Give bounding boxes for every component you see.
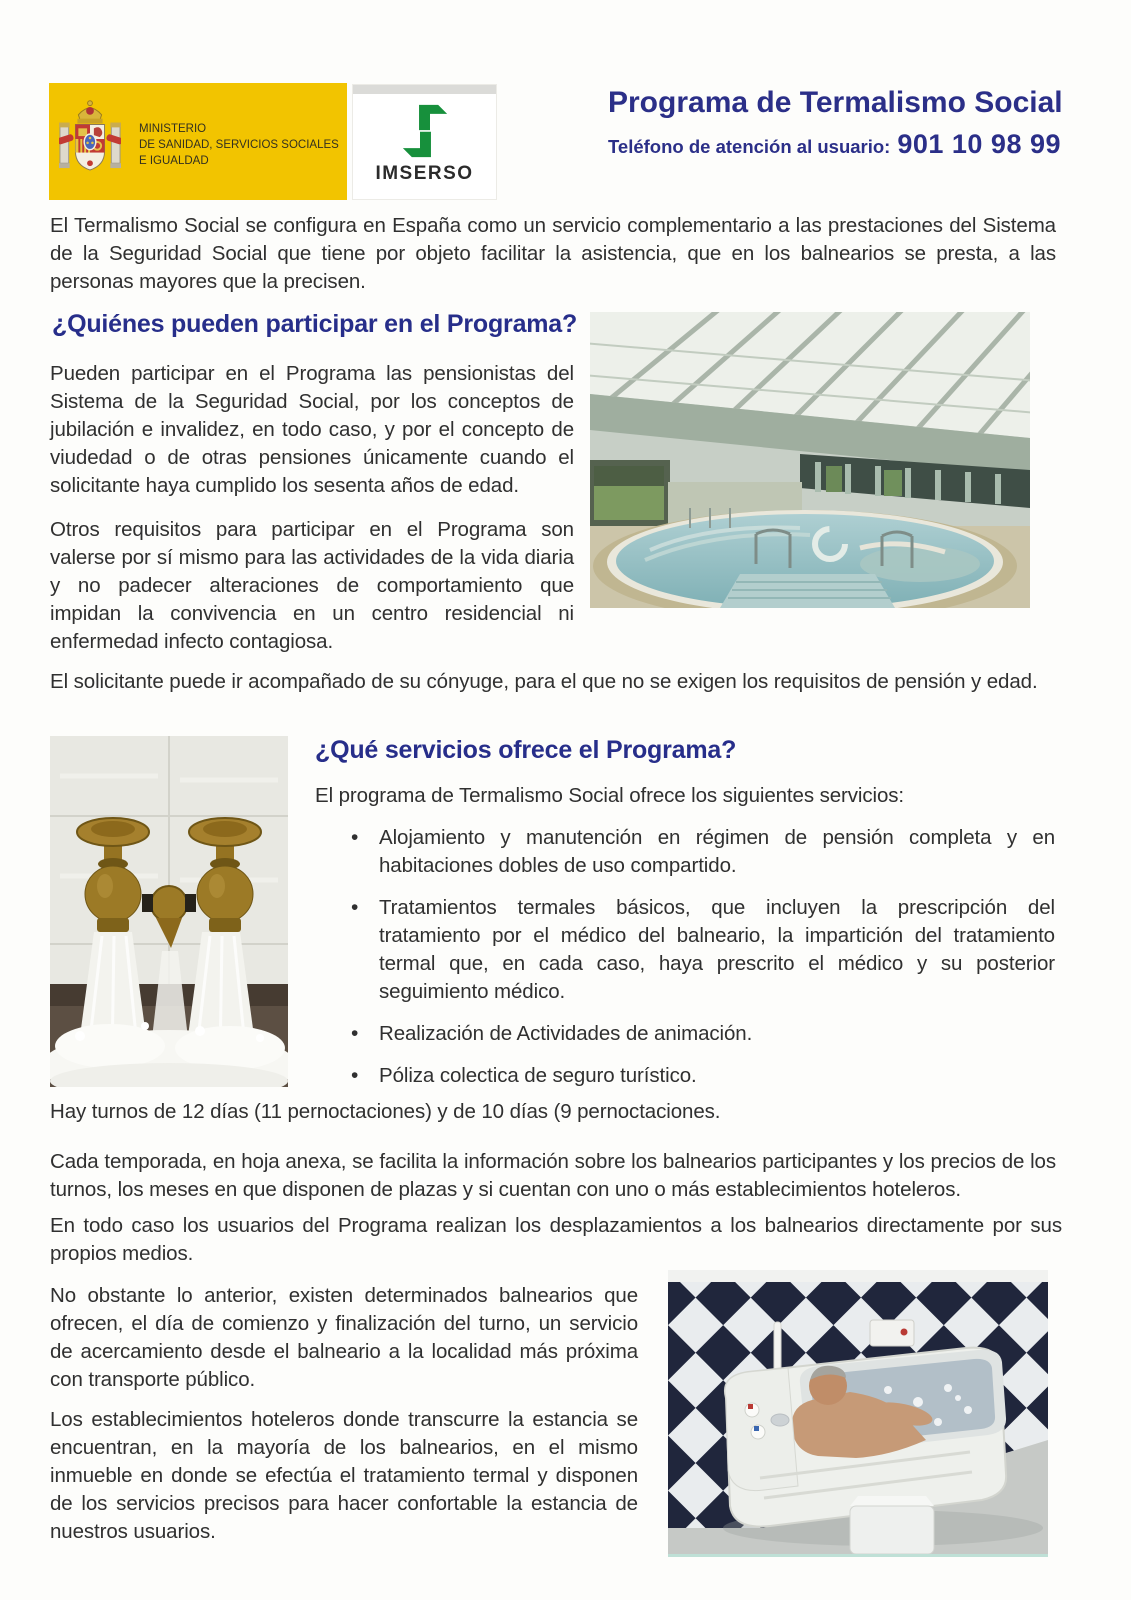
ministry-logo-box — [49, 83, 347, 200]
hoteleros-paragraph: Los establecimientos hoteleros donde transcurre la estancia se encuentran, en la mayoría de los balnearios, en el mismo inmueble en donde se efectúa el tratamiento termal y disponen de los servicios precisos para hacer confortable la estancia de nuestros usuarios. — [50, 1408, 638, 1543]
phone-number: 901 10 98 99 — [897, 129, 1061, 159]
hydrotherapy-bathtub-photo — [668, 1270, 1048, 1557]
participants-heading: ¿Quiénes pueden participar en el Programa? — [52, 310, 578, 338]
participants-paragraph-1: Pueden participar en el Programa las pensionistas del Sistema de la Seguridad Social, por los conceptos de jubilación e invalidez, en todo caso, y por el concepto de viudedad o de otras pensiones únicamente cuando el solicitante haya cumplido los sesenta años de edad. — [50, 362, 574, 497]
ministry-name-line3: E IGUALDAD — [139, 155, 209, 167]
participants-paragraph-2: Otros requisitos para participar en el Programa son valerse por sí mismo para las actividades de la vida diaria y no padecer alteraciones de comportamiento que impidan la convivencia en un centro residencial ni enfermedad infecto contagiosa. — [50, 518, 574, 653]
imserso-logo-box — [352, 84, 497, 200]
phone-label: Teléfono de atención al usuario: — [608, 136, 891, 157]
ministry-name — [139, 121, 339, 169]
ministry-name-line1: MINISTERIO — [139, 123, 207, 135]
service-item-poliza: • Póliza colectica de seguro turístico. — [315, 1062, 1055, 1090]
services-bullet-list — [315, 824, 1055, 1104]
intro-paragraph: El Termalismo Social se configura en España como un servicio complementario a las prestaciones del Sistema de la Seguridad Social que tiene por objeto facilitar la asistencia, que en los balnearios se presta, a las personas mayores que la precisen. — [50, 214, 1056, 293]
services-intro: El programa de Termalismo Social ofrece los siguientes servicios: — [315, 784, 905, 807]
desplazamientos-paragraph: En todo caso los usuarios del Programa realizan los desplazamientos a los balnearios directamente por sus propios medios. — [50, 1214, 1062, 1265]
header-title-block — [608, 84, 1078, 160]
service-item-alojamiento: • Alojamiento y manutención en régimen de pensión completa y en habitaciones dobles de uso compartido. — [315, 824, 1055, 880]
thermal-spring-faucet-photo — [50, 736, 288, 1087]
phone-line — [608, 129, 1078, 160]
ministry-name-line2: DE SANIDAD, SERVICIOS SOCIALES — [139, 139, 339, 151]
spain-coat-of-arms-icon — [59, 99, 121, 184]
participants-paragraph-3: El solicitante puede ir acompañado de su cónyuge, para el que no se exigen los requisitos de pensión y edad. — [50, 670, 1038, 693]
imserso-logo-icon — [353, 103, 496, 164]
turnos-paragraph: Hay turnos de 12 días (11 pernoctaciones) y de 10 días (9 pernoctaciones. — [50, 1100, 721, 1123]
service-item-animacion: • Realización de Actividades de animación. — [315, 1020, 1055, 1048]
temporada-paragraph: Cada temporada, en hoja anexa, se facilita la información sobre los balnearios participantes y los precios de los turnos, los meses en que disponen de plazas y si cuentan con uno o más establecimientos hoteleros. — [50, 1150, 1056, 1201]
imserso-box-top-strip — [353, 85, 496, 94]
thermal-pool-photo — [590, 312, 1030, 608]
page-title: Programa de Termalismo Social — [608, 86, 1063, 119]
imserso-label: IMSERSO — [375, 163, 474, 184]
services-heading: ¿Qué servicios ofrece el Programa? — [315, 736, 737, 764]
acercamiento-paragraph: No obstante lo anterior, existen determinados balnearios que ofrecen, el día de comienzo y finalización del turno, un servicio de acercamiento desde el balneario a la localidad más próxima con transporte público. — [50, 1284, 638, 1391]
service-item-tratamientos: • Tratamientos termales básicos, que incluyen la prescripción del tratamiento por el médico del balneario, la impartición del tratamiento termal que, en cada caso, haya prescrito el médico y su posterior seguimiento médico. — [315, 894, 1055, 1006]
